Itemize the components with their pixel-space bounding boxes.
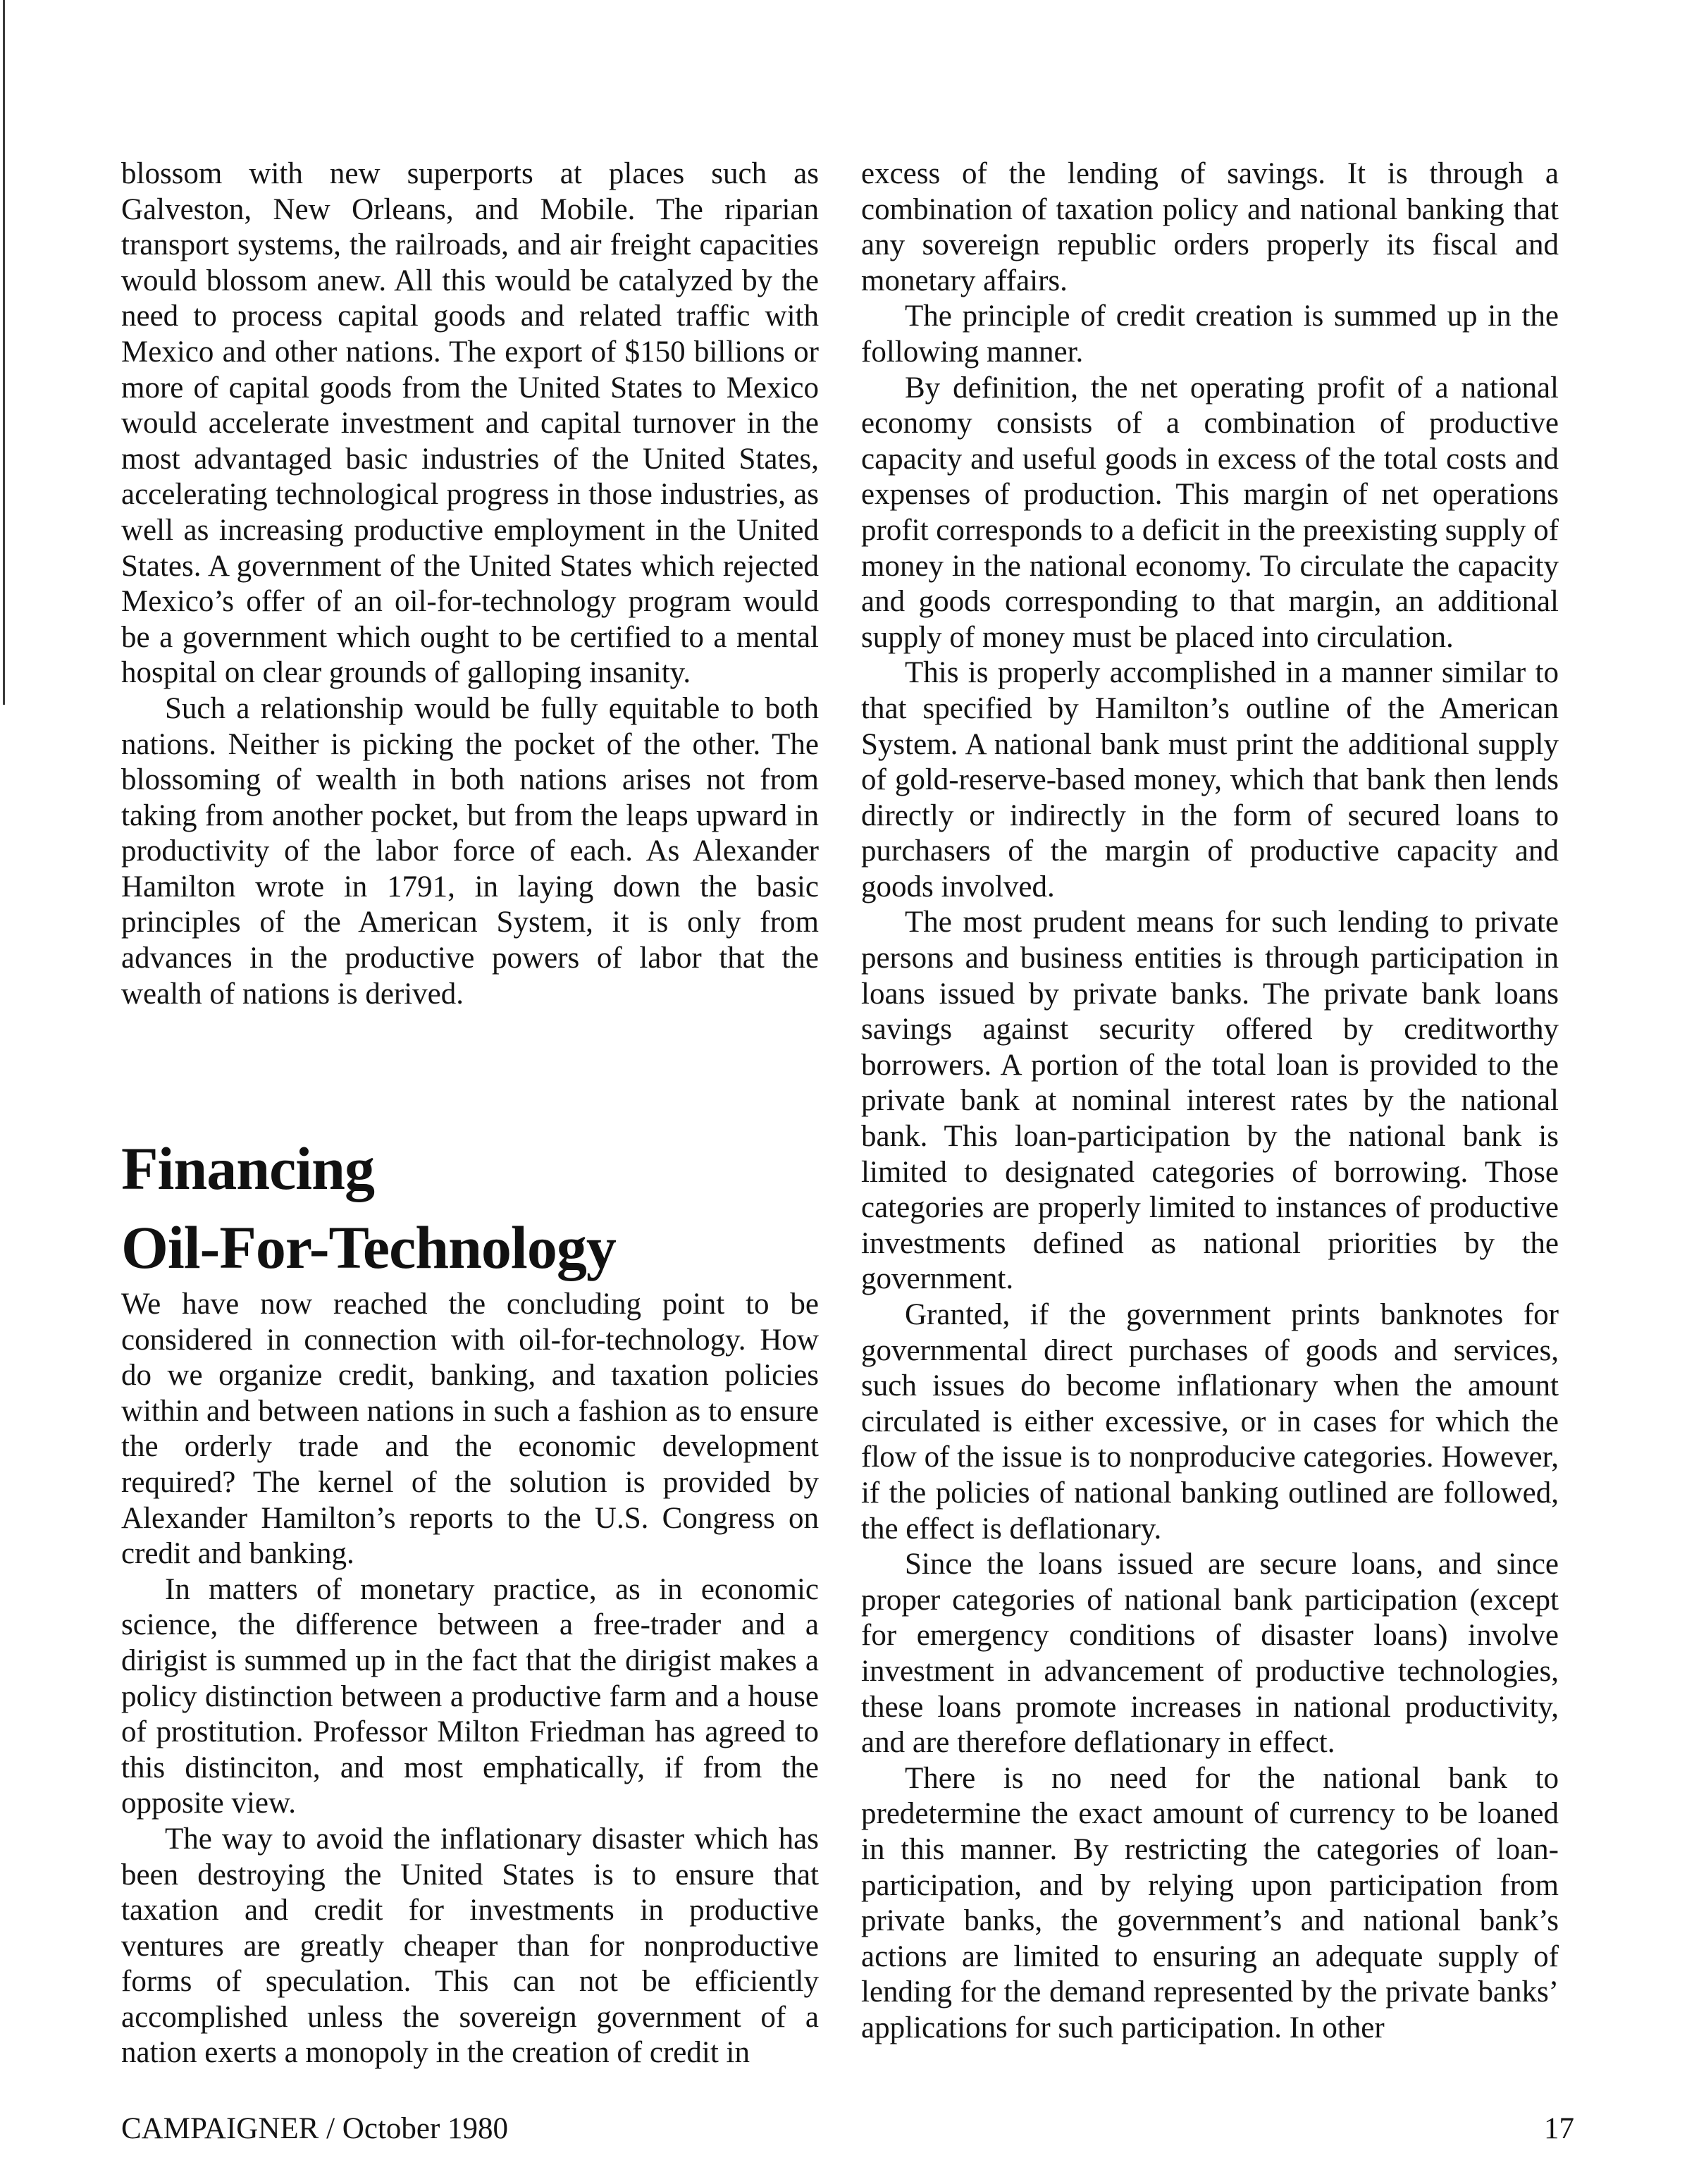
paragraph: The most prudent means for such lending to private persons and business entities is through participation in loans issued by private banks. The private bank loans savings against security offered by creditworthy borrowers. A portion of the total loan is provided to the private bank at nominal interest rates by the national bank. This loan-participation by the national bank is limited to designated categories of borrowing. Those categories are properly limited to instances of productive investments defined as national priorities by the government. [861,906,1559,1296]
paragraph: By definition, the net operating profit of a national economy consists of a combination of productive capacity and useful goods in excess of the total costs and expenses of production. This margin of net operations profit corresponds to a deficit in the preexisting supply of money in the national economy. To circulate the capacity and goods corresponding to that margin, an additional supply of money must be placed into circulation. [861,371,1559,654]
footer-publication: CAMPAIGNER / October 1980 [121,2112,509,2145]
section-heading-line: Financing [121,1135,374,1202]
paragraph: Such a relationship would be fully equitable to both nations. Neither is picking the pocket of the other. The blossoming of wealth in both nations arises not from taking from another pocket, but from the leaps upward in productivity of the labor force of each. As Alexander Hamilton wrote in 1791, in laying down the basic principles of the American System, it is only from advances in the productive powers of labor that the wealth of nations is derived. [121,691,819,1011]
paragraph: Granted, if the government prints banknotes for governmental direct purchases of goods and services, such issues do become inflationary when the amount circulated is either excessive, or in cases for which the flow of the issue is to nonproducive categories. However, if the policies of national banking outlined are followed, the effect is deflationary. [861,1298,1559,1546]
paragraph: blossom with new superports at places such as Galveston, New Orleans, and Mobile. The riparian transport systems, the railroads, and air freight capacities would blossom anew. All this would be catalyzed by the need to process capital goods and related traffic with Mexico and other nations. The export of $150 billions or more of capital goods from the United States to Mexico would accelerate investment and capital turnover in the most advantaged basic industries of the United States, accelerating technological progress in those industries, as well as increasing productive employment in the United States. A government of the United States which rejected Mexico’s offer of an oil-for-technology program would be a government which ought to be certified to a mental hospital on clear grounds of galloping insanity. [121,157,819,690]
paragraph: The principle of credit creation is summed up in the following manner. [861,300,1559,369]
paragraph: There is no need for the national bank to predetermine the exact amount of currency to be loaned in this manner. By restricting the categories of loan-participation, and by relying upon participation from private banks, the government’s and national bank’s actions are limited to ensuring an adequate supply of lending for the demand represented by the private banks’ applications for such participation. In other [861,1761,1559,2044]
section-heading [121,1129,819,1287]
page-number: 17 [1544,2112,1574,2145]
scan-page-edge [3,0,5,705]
paragraph: We have now reached the concluding point to be considered in connection with oil-for-technology. How do we organize credit, banking, and taxation policies within and between nations in such a fashion as to ensure the orderly trade and the economic development required? The kernel of the solution is provided by Alexander Hamilton’s reports to the U.S. Congress on credit and banking. [121,1288,819,1571]
paragraph: In matters of monetary practice, as in economic science, the difference between a free-trader and a dirigist is summed up in the fact that the dirigist makes a policy distinction between a productive farm and a house of prostitution. Professor Milton Friedman has agreed to this distinciton, and most emphatically, if from the opposite view. [121,1572,819,1820]
paragraph: The way to avoid the inflationary disaster which has been destroying the United States is to ensure that taxation and credit for investments in productive ventures are greatly cheaper than for nonproductive forms of speculation. This can not be efficiently accomplished unless the sovereign government of a nation exerts a monopoly in the creation of credit in [121,1822,819,2070]
left-column-section [121,1287,819,2071]
paragraph: excess of the lending of savings. It is through a combination of taxation policy and national banking that any sovereign republic orders properly its fiscal and monetary affairs. [861,157,1559,297]
right-column [861,156,1559,2046]
paragraph: Since the loans issued are secure loans, and since proper categories of national bank participation (except for emergency conditions of disaster loans) involve investment in advancement of productive technologies, these loans promote increases in national productivity, and are therefore deflationary in effect. [861,1548,1559,1760]
left-column-top [121,156,819,1012]
paragraph: This is properly accomplished in a manner similar to that specified by Hamilton’s outline of the American System. A national bank must print the additional supply of gold-reserve-based money, which that bank then lends directly or indirectly in the form of secured loans to purchasers of the margin of productive capacity and goods involved. [861,656,1559,903]
section-heading-line: Oil-For-Technology [121,1214,616,1281]
